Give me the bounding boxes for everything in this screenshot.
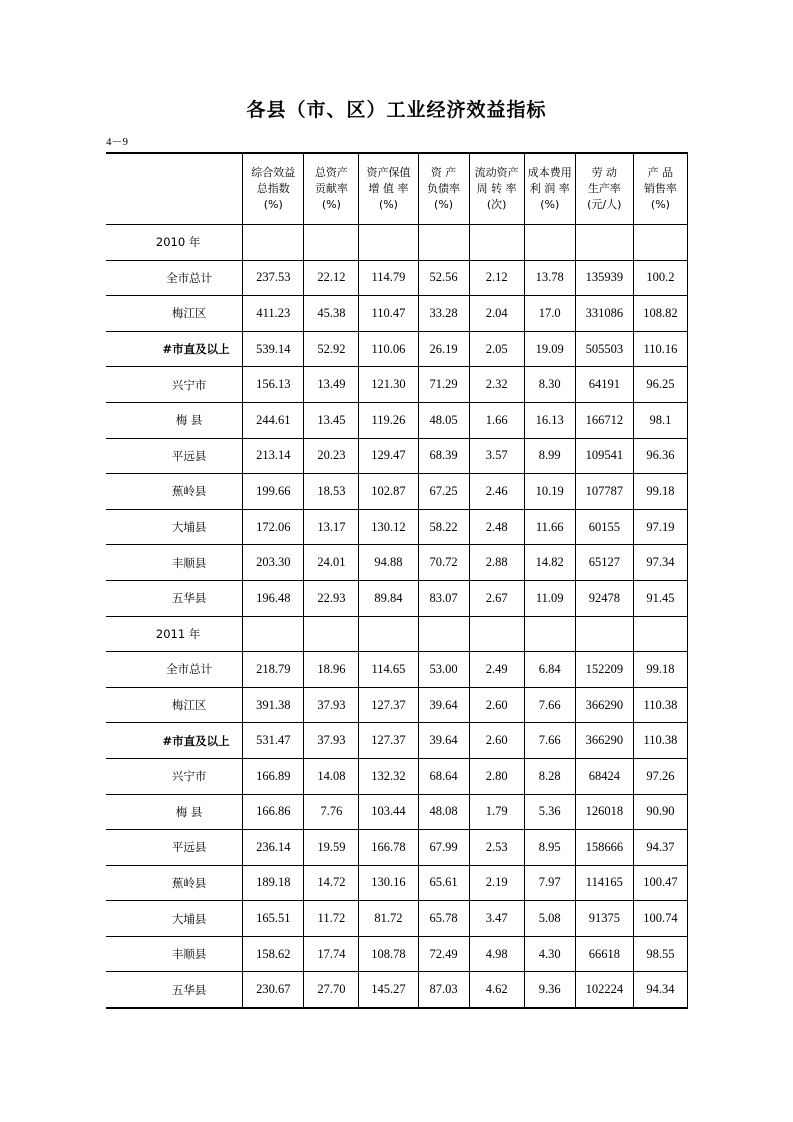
header-cell-comprehensive-index xyxy=(243,153,304,225)
table-cell: 213.14 xyxy=(243,438,304,474)
row-label-cell xyxy=(106,936,243,972)
header-line-2: 总指数 xyxy=(256,182,290,196)
table-cell: 8.30 xyxy=(524,367,575,403)
row-label-cell xyxy=(106,616,243,652)
table-cell: 203.30 xyxy=(243,545,304,581)
table-cell: 2.46 xyxy=(469,474,524,510)
table-cell xyxy=(359,225,418,261)
table-cell: 7.66 xyxy=(524,723,575,759)
table-cell: 91375 xyxy=(575,901,633,937)
table-cell: 539.14 xyxy=(243,331,304,367)
header-line-2: 周 转 率 xyxy=(476,182,517,196)
table-cell: 391.38 xyxy=(243,687,304,723)
table-body xyxy=(106,225,688,1009)
table-cell: 100.2 xyxy=(633,260,687,296)
row-label-cell xyxy=(106,687,243,723)
table-cell xyxy=(304,616,359,652)
table-cell: 97.26 xyxy=(633,758,687,794)
table-cell: 2.49 xyxy=(469,652,524,688)
row-label: 梅江区 xyxy=(171,306,207,321)
table-cell: 90.90 xyxy=(633,794,687,830)
header-line-1: 资 产 xyxy=(430,166,457,180)
row-label: #市直及以上 xyxy=(162,342,230,357)
table-cell: 91.45 xyxy=(633,580,687,616)
row-label: 大埔县 xyxy=(171,520,207,535)
table-cell: 17.74 xyxy=(304,936,359,972)
row-label-cell xyxy=(106,260,243,296)
table-row xyxy=(106,438,688,474)
row-label: 丰顺县 xyxy=(171,947,207,962)
table-cell: 110.38 xyxy=(633,687,687,723)
header-line-1: 劳 动 xyxy=(591,166,618,180)
table-cell: 13.17 xyxy=(304,509,359,545)
row-label-cell xyxy=(106,545,243,581)
table-cell: 5.08 xyxy=(524,901,575,937)
table-cell: 129.47 xyxy=(359,438,418,474)
table-cell: 109541 xyxy=(575,438,633,474)
table-cell: 70.72 xyxy=(418,545,469,581)
table-cell: 14.82 xyxy=(524,545,575,581)
table-row xyxy=(106,545,688,581)
table-row xyxy=(106,687,688,723)
table-cell: 65.78 xyxy=(418,901,469,937)
table-cell: 52.92 xyxy=(304,331,359,367)
table-cell: 166712 xyxy=(575,402,633,438)
table-cell: 45.38 xyxy=(304,296,359,332)
table-row xyxy=(106,652,688,688)
table-cell: 199.66 xyxy=(243,474,304,510)
row-label-cell xyxy=(106,509,243,545)
table-cell: 81.72 xyxy=(359,901,418,937)
row-label: 平远县 xyxy=(171,448,207,463)
row-label: 2010 年 xyxy=(155,235,201,250)
table-row xyxy=(106,580,688,616)
header-cell-current-asset-turnover xyxy=(469,153,524,225)
header-line-2: 利 润 率 xyxy=(529,182,570,196)
table-cell: 16.13 xyxy=(524,402,575,438)
table-cell: 39.64 xyxy=(418,687,469,723)
table-cell: 119.26 xyxy=(359,402,418,438)
header-row xyxy=(106,153,688,225)
table-cell: 97.19 xyxy=(633,509,687,545)
table-cell: 39.64 xyxy=(418,723,469,759)
table-cell: 13.78 xyxy=(524,260,575,296)
table-cell xyxy=(633,225,687,261)
table-cell: 158666 xyxy=(575,830,633,866)
header-line-1: 综合效益 xyxy=(251,166,296,180)
table-cell: 96.25 xyxy=(633,367,687,403)
table-cell: 7.97 xyxy=(524,865,575,901)
table-cell: 48.08 xyxy=(418,794,469,830)
table-cell xyxy=(633,616,687,652)
row-label-cell xyxy=(106,296,243,332)
header-line-1: 资产保值 xyxy=(366,166,411,180)
table-cell: 100.47 xyxy=(633,865,687,901)
table-cell: 4.30 xyxy=(524,936,575,972)
table-cell: 7.66 xyxy=(524,687,575,723)
table-cell: 20.23 xyxy=(304,438,359,474)
table-cell: 11.66 xyxy=(524,509,575,545)
row-label-cell xyxy=(106,652,243,688)
table-cell: 65127 xyxy=(575,545,633,581)
table-cell: 244.61 xyxy=(243,402,304,438)
header-unit: (次) xyxy=(486,197,507,211)
table-cell xyxy=(469,225,524,261)
table-cell: 14.08 xyxy=(304,758,359,794)
row-label-cell xyxy=(106,758,243,794)
table-cell: 83.07 xyxy=(418,580,469,616)
table-cell xyxy=(304,225,359,261)
table-cell: 156.13 xyxy=(243,367,304,403)
table-cell: 2.48 xyxy=(469,509,524,545)
table-cell: 411.23 xyxy=(243,296,304,332)
table-cell: 166.89 xyxy=(243,758,304,794)
table-cell xyxy=(243,616,304,652)
table-cell: 2.80 xyxy=(469,758,524,794)
table-cell xyxy=(524,616,575,652)
table-cell: 99.18 xyxy=(633,652,687,688)
table-cell: 110.47 xyxy=(359,296,418,332)
table-cell: 10.19 xyxy=(524,474,575,510)
header-unit: (%) xyxy=(321,197,341,211)
header-line-2: 贡献率 xyxy=(314,182,348,196)
row-label: 兴宁市 xyxy=(171,377,207,392)
table-cell xyxy=(524,225,575,261)
table-cell: 102.87 xyxy=(359,474,418,510)
table-cell xyxy=(359,616,418,652)
table-cell: 331086 xyxy=(575,296,633,332)
table-cell: 107787 xyxy=(575,474,633,510)
table-cell: 2.67 xyxy=(469,580,524,616)
table-cell: 33.28 xyxy=(418,296,469,332)
table-cell: 2.60 xyxy=(469,687,524,723)
table-cell: 102224 xyxy=(575,972,633,1008)
table-cell: 2.88 xyxy=(469,545,524,581)
table-row xyxy=(106,225,688,261)
table-cell: 2.05 xyxy=(469,331,524,367)
table-cell: 3.57 xyxy=(469,438,524,474)
table-row xyxy=(106,402,688,438)
table-cell: 37.93 xyxy=(304,687,359,723)
table-cell: 366290 xyxy=(575,687,633,723)
table-cell: 166.78 xyxy=(359,830,418,866)
table-row xyxy=(106,331,688,367)
table-cell: 67.25 xyxy=(418,474,469,510)
table-cell: 94.88 xyxy=(359,545,418,581)
table-cell: 1.66 xyxy=(469,402,524,438)
table-cell: 72.49 xyxy=(418,936,469,972)
header-cell-total-asset-contribution xyxy=(304,153,359,225)
table-cell: 68.39 xyxy=(418,438,469,474)
table-row xyxy=(106,865,688,901)
table-row xyxy=(106,830,688,866)
header-line-1: 成本费用 xyxy=(527,166,572,180)
header-cell-cost-profit-margin xyxy=(524,153,575,225)
row-label: 梅 县 xyxy=(175,804,203,819)
table-cell: 114.65 xyxy=(359,652,418,688)
table-cell: 236.14 xyxy=(243,830,304,866)
header-line-1: 产 品 xyxy=(647,166,674,180)
row-label: #市直及以上 xyxy=(162,733,230,748)
table-cell: 26.19 xyxy=(418,331,469,367)
table-cell: 14.72 xyxy=(304,865,359,901)
table-cell: 5.36 xyxy=(524,794,575,830)
table-cell: 127.37 xyxy=(359,723,418,759)
table-cell: 17.0 xyxy=(524,296,575,332)
row-label-cell xyxy=(106,794,243,830)
table-cell: 4.98 xyxy=(469,936,524,972)
row-label: 2011 年 xyxy=(155,626,201,641)
header-line-2: 生产率 xyxy=(587,182,621,196)
table-cell: 8.28 xyxy=(524,758,575,794)
table-cell: 60155 xyxy=(575,509,633,545)
table-cell: 19.59 xyxy=(304,830,359,866)
table-row xyxy=(106,936,688,972)
header-line-2: 负债率 xyxy=(427,182,461,196)
table-cell: 48.05 xyxy=(418,402,469,438)
table-cell: 3.47 xyxy=(469,901,524,937)
row-label-cell xyxy=(106,402,243,438)
table-cell: 110.16 xyxy=(633,331,687,367)
table-cell: 152209 xyxy=(575,652,633,688)
row-label: 五华县 xyxy=(171,982,207,997)
row-label-cell xyxy=(106,225,243,261)
header-cell-blank xyxy=(106,153,243,225)
row-label: 平远县 xyxy=(171,840,207,855)
table-cell xyxy=(243,225,304,261)
table-cell: 103.44 xyxy=(359,794,418,830)
table-cell: 114.79 xyxy=(359,260,418,296)
table-cell: 18.53 xyxy=(304,474,359,510)
table-cell: 9.36 xyxy=(524,972,575,1008)
table-cell: 11.72 xyxy=(304,901,359,937)
row-label: 梅 县 xyxy=(175,413,203,428)
table-cell: 24.01 xyxy=(304,545,359,581)
header-cell-product-sales-rate xyxy=(633,153,687,225)
table-cell: 1.79 xyxy=(469,794,524,830)
table-cell: 196.48 xyxy=(243,580,304,616)
table-cell: 366290 xyxy=(575,723,633,759)
row-label-cell xyxy=(106,723,243,759)
header-line-1: 总资产 xyxy=(314,166,348,180)
row-label-cell xyxy=(106,830,243,866)
table-cell: 4.62 xyxy=(469,972,524,1008)
header-line-2: 销售率 xyxy=(643,182,677,196)
table-cell: 7.76 xyxy=(304,794,359,830)
row-label-cell xyxy=(106,474,243,510)
table-cell: 108.82 xyxy=(633,296,687,332)
row-label: 丰顺县 xyxy=(171,555,207,570)
table-cell: 2.12 xyxy=(469,260,524,296)
table-row xyxy=(106,296,688,332)
table-row xyxy=(106,474,688,510)
table-row xyxy=(106,972,688,1008)
table-cell: 89.84 xyxy=(359,580,418,616)
table-cell: 2.32 xyxy=(469,367,524,403)
table-cell: 2.04 xyxy=(469,296,524,332)
table-cell: 505503 xyxy=(575,331,633,367)
table-cell: 2.53 xyxy=(469,830,524,866)
table-cell: 99.18 xyxy=(633,474,687,510)
table-cell xyxy=(418,616,469,652)
header-unit: (%) xyxy=(434,197,454,211)
table-cell: 130.12 xyxy=(359,509,418,545)
header-cell-labor-productivity xyxy=(575,153,633,225)
table-cell: 58.22 xyxy=(418,509,469,545)
header-cell-asset-liability-ratio xyxy=(418,153,469,225)
table-cell: 218.79 xyxy=(243,652,304,688)
table-cell: 108.78 xyxy=(359,936,418,972)
table-cell: 19.09 xyxy=(524,331,575,367)
table-cell: 110.06 xyxy=(359,331,418,367)
row-label-cell xyxy=(106,438,243,474)
table-cell: 66618 xyxy=(575,936,633,972)
table-cell xyxy=(575,225,633,261)
table-cell: 172.06 xyxy=(243,509,304,545)
table-cell: 13.49 xyxy=(304,367,359,403)
table-cell: 67.99 xyxy=(418,830,469,866)
row-label-cell xyxy=(106,580,243,616)
row-label-cell xyxy=(106,865,243,901)
table-cell: 237.53 xyxy=(243,260,304,296)
table-cell: 121.30 xyxy=(359,367,418,403)
header-unit: (元/人) xyxy=(587,197,622,211)
table-cell: 130.16 xyxy=(359,865,418,901)
row-label: 全市总计 xyxy=(166,270,213,285)
table-cell: 166.86 xyxy=(243,794,304,830)
table-cell: 6.84 xyxy=(524,652,575,688)
row-label-cell xyxy=(106,972,243,1008)
table-row xyxy=(106,367,688,403)
table-cell: 94.37 xyxy=(633,830,687,866)
table-cell: 97.34 xyxy=(633,545,687,581)
table-cell: 13.45 xyxy=(304,402,359,438)
row-label: 兴宁市 xyxy=(171,769,207,784)
table-row xyxy=(106,758,688,794)
table-cell: 87.03 xyxy=(418,972,469,1008)
table-cell: 8.99 xyxy=(524,438,575,474)
table-cell: 53.00 xyxy=(418,652,469,688)
table-cell: 96.36 xyxy=(633,438,687,474)
row-label-cell xyxy=(106,367,243,403)
table-row xyxy=(106,616,688,652)
table-cell: 531.47 xyxy=(243,723,304,759)
table-cell: 230.67 xyxy=(243,972,304,1008)
row-label-cell xyxy=(106,331,243,367)
table-header xyxy=(106,153,688,225)
table-cell: 22.93 xyxy=(304,580,359,616)
table-cell: 127.37 xyxy=(359,687,418,723)
row-label: 大埔县 xyxy=(171,911,207,926)
row-label: 梅江区 xyxy=(171,698,207,713)
table-cell: 114165 xyxy=(575,865,633,901)
table-code: 4－9 xyxy=(106,136,128,148)
table-cell: 65.61 xyxy=(418,865,469,901)
header-unit: (%) xyxy=(378,197,398,211)
header-unit: (%) xyxy=(540,197,560,211)
table-cell: 110.38 xyxy=(633,723,687,759)
table-cell: 100.74 xyxy=(633,901,687,937)
row-label: 蕉岭县 xyxy=(171,484,207,499)
header-cell-asset-preservation-rate xyxy=(359,153,418,225)
table-cell: 52.56 xyxy=(418,260,469,296)
table-cell: 145.27 xyxy=(359,972,418,1008)
table-cell xyxy=(469,616,524,652)
table-cell: 94.34 xyxy=(633,972,687,1008)
table-cell: 37.93 xyxy=(304,723,359,759)
row-label: 五华县 xyxy=(171,591,207,606)
table-cell: 64191 xyxy=(575,367,633,403)
row-label: 蕉岭县 xyxy=(171,875,207,890)
table-cell: 92478 xyxy=(575,580,633,616)
table-cell: 165.51 xyxy=(243,901,304,937)
header-unit: (%) xyxy=(650,197,670,211)
page-title: 各县（市、区）工业经济效益指标 xyxy=(246,99,547,121)
table-cell: 18.96 xyxy=(304,652,359,688)
table-cell: 71.29 xyxy=(418,367,469,403)
table-cell: 189.18 xyxy=(243,865,304,901)
row-label: 全市总计 xyxy=(166,662,213,677)
table-cell: 68424 xyxy=(575,758,633,794)
table-row xyxy=(106,901,688,937)
table-row xyxy=(106,260,688,296)
table-cell: 8.95 xyxy=(524,830,575,866)
table-cell: 68.64 xyxy=(418,758,469,794)
table-cell: 98.55 xyxy=(633,936,687,972)
table-row xyxy=(106,794,688,830)
table-cell: 98.1 xyxy=(633,402,687,438)
table-row xyxy=(106,723,688,759)
header-unit: (%) xyxy=(263,197,283,211)
economic-indicators-table xyxy=(106,152,688,1009)
table-cell xyxy=(575,616,633,652)
table-cell: 27.70 xyxy=(304,972,359,1008)
header-line-2: 增 值 率 xyxy=(368,182,409,196)
table-cell: 11.09 xyxy=(524,580,575,616)
row-label-cell xyxy=(106,901,243,937)
table-cell: 126018 xyxy=(575,794,633,830)
table-cell: 2.19 xyxy=(469,865,524,901)
table-cell: 2.60 xyxy=(469,723,524,759)
table-cell: 132.32 xyxy=(359,758,418,794)
table-cell xyxy=(418,225,469,261)
table-row xyxy=(106,509,688,545)
header-line-1: 流动资产 xyxy=(474,166,519,180)
table-cell: 135939 xyxy=(575,260,633,296)
table-cell: 158.62 xyxy=(243,936,304,972)
table-cell: 22.12 xyxy=(304,260,359,296)
